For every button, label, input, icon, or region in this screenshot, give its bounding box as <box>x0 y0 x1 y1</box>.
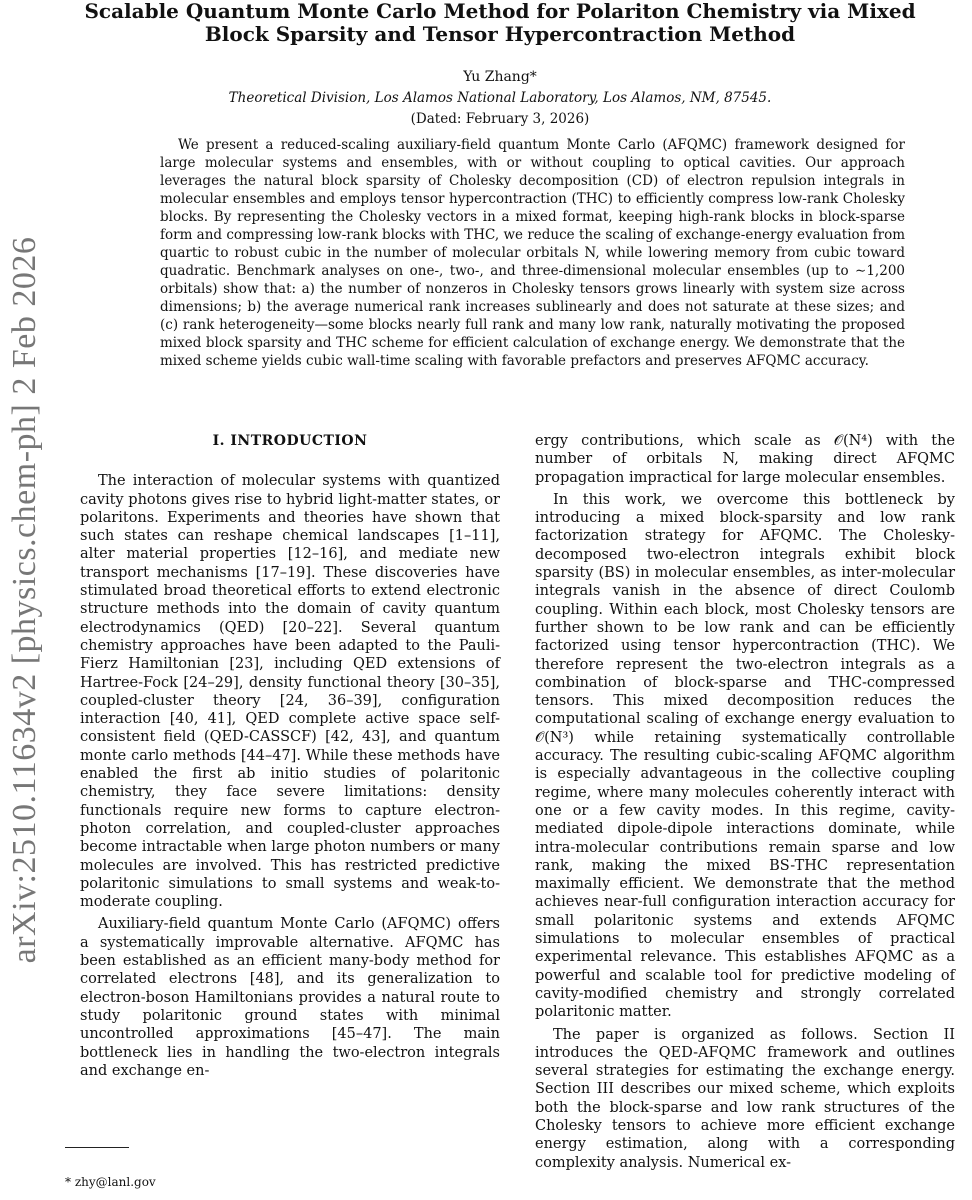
section-heading-introduction: I. INTRODUCTION <box>212 433 368 449</box>
intro-paragraph-3: In this work, we overcome this bottleneck by introducing a mixed block-sparsity and low rank factorization strategy for AFQMC. The Cholesky-decomposed two-electron integrals exhibit block sparsity (BS) in molecular ensembles, as inter-molecular integrals vanish in the absence of direct Coulomb coupling. Within each block, most Cholesky tensors are further shown to be low rank and can be efficiently factorized using tensor hypercontraction (THC). We therefore represent the two-electron integrals as a combination of block-sparse and THC-compressed tensors. This mixed decomposition reduces the computational scaling of exchange energy evaluation to 𝒪(N³) while retaining systematically controllable accuracy. The resulting cubic-scaling AFQMC algorithm is especially advantageous in the collective coupling regime, where many molecules coherently interact with one or a few cavity modes. In this regime, cavity-mediated dipole-dipole interactions dominate, while intra-molecular contributions remain sparse and low rank, making the mixed BS-THC representation maximally efficient. We demonstrate that the method achieves near-full configuration interaction accuracy for small polaritonic systems and extends AFQMC simulations to molecular ensembles of practical experimental relevance. This establishes AFQMC as a powerful and scalable tool for predictive modeling of cavity-modified chemistry and strongly correlated polaritonic matter. <box>535 491 955 1021</box>
paper-title: Scalable Quantum Monte Carlo Method for Polariton Chemistry via Mixed Block Sparsity and Tensor Hypercontraction Method <box>84 0 916 46</box>
author-name: Yu Zhang* <box>463 69 537 85</box>
intro-paragraph-1: The interaction of molecular systems with quantized cavity photons gives rise to hybrid light-matter states, or polaritons. Experiments and theories have shown that such states can reshape chemical landscapes [1–11], alter material properties [12–16], and mediate new transport mechanisms [17–19]. These discoveries have stimulated broad theoretical efforts to extend electronic structure methods into the domain of cavity quantum electrodynamics (QED) [20–22]. Several quantum chemistry approaches have been adapted to the Pauli-Fierz Hamiltonian [23], including QED extensions of Hartree-Fock [24–29], density functional theory [30–35], coupled-cluster theory [24, 36–39], configuration interaction [40, 41], QED complete active space self-consistent field (QED-CASSCF) [42, 43], and quantum monte carlo methods [44–47]. While these methods have enabled the first ab initio studies of polaritonic chemistry, they face severe limitations: density functionals require new forms to capture electron-photon correlation, and coupled-cluster approaches become intractable when large photon numbers or many molecules are involved. This has restricted predictive polaritonic simulations to small systems and weak-to-moderate coupling. <box>80 473 500 911</box>
dated-line: (Dated: February 3, 2026) <box>410 111 590 127</box>
author-affiliation: Theoretical Division, Los Alamos National Laboratory, Los Alamos, NM, 87545. <box>228 90 772 106</box>
abstract: We present a reduced-scaling auxiliary-field quantum Monte Carlo (AFQMC) framework designed for large molecular systems and ensembles, with or without coupling to optical cavities. Our approach leverages the natural block sparsity of Cholesky decomposition (CD) of electron repulsion integrals in molecular ensembles and employs tensor hypercontraction (THC) to efficiently compress low-rank Cholesky blocks. By representing the Cholesky vectors in a mixed format, keeping high-rank blocks in block-sparse form and compressing low-rank blocks with THC, we reduce the scaling of exchange-energy evaluation from quartic to robust cubic in the number of molecular orbitals N, while lowering memory from cubic toward quadratic. Benchmark analyses on one-, two-, and three-dimensional molecular ensembles (up to ∼1,200 orbitals) show that: a) the number of nonzeros in Cholesky tensors grows linearly with system size across dimensions; b) the average numerical rank increases sublinearly and does not saturate at these sizes; and (c) rank heterogeneity—some blocks nearly full rank and many low rank, naturally motivating the proposed mixed block sparsity and THC scheme for efficient calculation of exchange energy. We demonstrate that the mixed scheme yields cubic wall-time scaling with favorable prefactors and preserves AFQMC accuracy. <box>160 137 906 369</box>
arxiv-identifier: arXiv:2510.11634v2 [physics.chem-ph] 2 Feb 2026 <box>6 236 43 964</box>
intro-paragraph-2: Auxiliary-field quantum Monte Carlo (AFQMC) offers a systematically improvable alternative. AFQMC has been established as an efficient many-body method for correlated electrons [48], and its generalization to electron-boson Hamiltonians provides a natural route to study polaritonic ground states with minimal uncontrolled approximations [45–47]. The main bottleneck lies in handling the two-electron integrals and exchange en- <box>80 916 500 1079</box>
right-column <box>535 432 955 1172</box>
footnote-email: * zhy@lanl.gov <box>65 1175 156 1189</box>
intro-paragraph-continued: ergy contributions, which scale as 𝒪(N⁴) with the number of orbitals N, making direct AFQMC propagation impractical for large molecular ensembles. <box>535 433 955 486</box>
intro-paragraph-4: The paper is organized as follows. Section II introduces the QED-AFQMC framework and outlines several strategies for estimating the exchange energy. Section III describes our mixed scheme, which exploits both the block-sparse and low rank structures of the Cholesky tensors to achieve more efficient exchange energy estimation, along with a corresponding complexity analysis. Numerical ex- <box>535 1026 955 1171</box>
left-column <box>80 432 500 1080</box>
footnote-rule <box>65 1147 129 1148</box>
arxiv-side-stamp <box>0 230 50 970</box>
